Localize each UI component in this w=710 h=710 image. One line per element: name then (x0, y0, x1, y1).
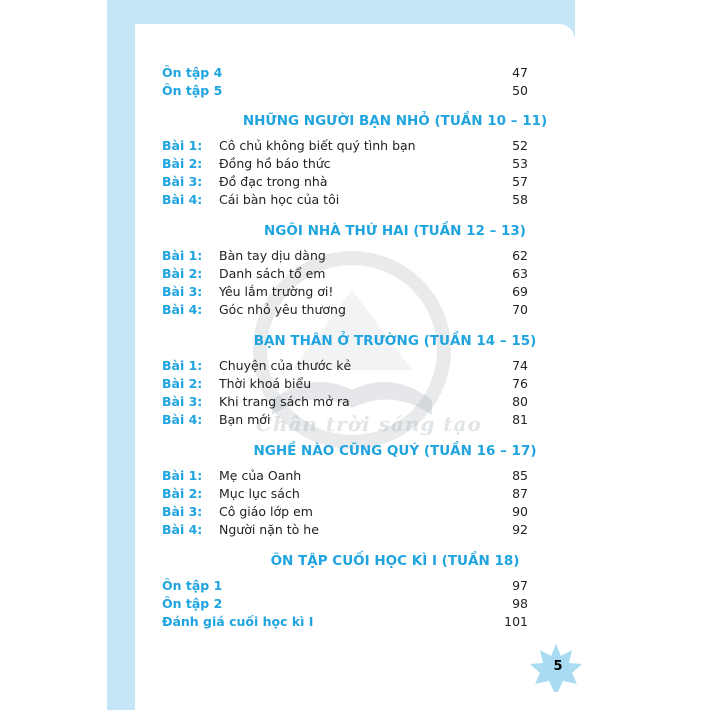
toc-row (162, 137, 528, 155)
toc-page-number: 47 (512, 65, 528, 80)
toc-label: Bài 3: (162, 394, 203, 409)
toc-label: Bài 2: (162, 376, 203, 391)
page-number: 5 (553, 659, 563, 674)
toc-label: Đánh giá cuối học kì I (162, 614, 314, 629)
toc-row (162, 577, 528, 595)
toc-page-number: 87 (512, 486, 528, 501)
toc-page-number: 70 (512, 302, 528, 317)
toc-row (162, 357, 528, 375)
toc-title: Đồ đạc trong nhà (219, 174, 328, 189)
toc-page-number: 81 (512, 412, 528, 427)
toc-row (162, 247, 528, 265)
toc-row (162, 155, 528, 173)
toc-page-number: 52 (512, 138, 528, 153)
toc-row (162, 485, 528, 503)
toc-title: Đồng hồ báo thức (219, 156, 331, 171)
toc-row (162, 393, 528, 411)
toc-row (162, 595, 528, 613)
toc-title: Chuyện của thước kẻ (219, 358, 352, 373)
toc-label: Bài 4: (162, 412, 203, 427)
toc-label: Bài 2: (162, 156, 203, 171)
toc-page-number: 53 (512, 156, 528, 171)
toc-row (162, 265, 528, 283)
toc-label: Ôn tập 5 (162, 83, 223, 98)
toc-label: Bài 1: (162, 248, 203, 263)
toc-label: Bài 1: (162, 138, 203, 153)
toc-page-number: 57 (512, 174, 528, 189)
toc-page-number: 85 (512, 468, 528, 483)
toc-page-number: 74 (512, 358, 528, 373)
toc-label: Ôn tập 1 (162, 578, 223, 593)
toc-page-number: 98 (512, 596, 528, 611)
toc-title: Khi trang sách mở ra (219, 394, 350, 409)
toc-title: Góc nhỏ yêu thương (219, 302, 346, 317)
toc-page-number: 58 (512, 192, 528, 207)
toc-page-number: 97 (512, 578, 528, 593)
section-heading: BẠN THÂN Ở TRƯỜNG (TUẦN 14 – 15) (253, 333, 537, 349)
toc-row (162, 64, 528, 82)
toc-title: Mục lục sách (219, 486, 300, 501)
toc-row (162, 301, 528, 319)
toc-title: Cái bàn học của tôi (219, 192, 340, 207)
toc-label: Bài 3: (162, 504, 203, 519)
toc-title: Mẹ của Oanh (219, 468, 302, 483)
toc-title: Cô giáo lớp em (219, 504, 313, 519)
section-heading: ÔN TẬP CUỐI HỌC KÌ I (TUẦN 18) (270, 553, 520, 569)
toc-title: Bàn tay dịu dàng (219, 248, 326, 263)
section-heading: NHỮNG NGƯỜI BẠN NHỎ (TUẦN 10 – 11) (242, 113, 548, 129)
toc-title: Bạn mới (219, 412, 271, 427)
toc-label: Ôn tập 4 (162, 65, 223, 80)
toc-label: Bài 4: (162, 192, 203, 207)
toc-row (162, 191, 528, 209)
section-heading: NGHỀ NÀO CŨNG QUÝ (TUẦN 16 – 17) (253, 443, 537, 459)
toc-label: Bài 1: (162, 468, 203, 483)
toc-page-number: 92 (512, 522, 528, 537)
toc-title: Cô chủ không biết quý tình bạn (219, 138, 416, 153)
toc-page-number: 63 (512, 266, 528, 281)
toc-row (162, 467, 528, 485)
toc-title: Danh sách tổ em (219, 266, 326, 281)
toc-page-number: 101 (504, 614, 528, 629)
toc-title: Yêu lắm trường ơi! (219, 284, 334, 299)
toc-page-number: 76 (512, 376, 528, 391)
toc-page-number: 90 (512, 504, 528, 519)
toc-row (162, 613, 528, 631)
toc-title: Người nặn tò he (219, 522, 319, 537)
toc-row (162, 411, 528, 429)
toc-label: Bài 2: (162, 486, 203, 501)
watermark-text: Chân trời sáng tạo (256, 412, 482, 436)
toc-label: Bài 2: (162, 266, 203, 281)
toc-row (162, 82, 528, 100)
toc-row (162, 283, 528, 301)
toc-row (162, 503, 528, 521)
toc-page-number: 80 (512, 394, 528, 409)
toc-label: Bài 4: (162, 522, 203, 537)
toc-page-number: 50 (512, 83, 528, 98)
toc-label: Bài 3: (162, 174, 203, 189)
toc-label: Ôn tập 2 (162, 596, 223, 611)
toc-label: Bài 1: (162, 358, 203, 373)
toc-row (162, 521, 528, 539)
section-heading: NGÔI NHÀ THỨ HAI (TUẦN 12 – 13) (264, 223, 526, 239)
toc-row (162, 173, 528, 191)
toc-page-number: 69 (512, 284, 528, 299)
toc-row (162, 375, 528, 393)
toc-label: Bài 3: (162, 284, 203, 299)
toc-title: Thời khoá biểu (219, 376, 312, 391)
toc-label: Bài 4: (162, 302, 203, 317)
toc-page-number: 62 (512, 248, 528, 263)
